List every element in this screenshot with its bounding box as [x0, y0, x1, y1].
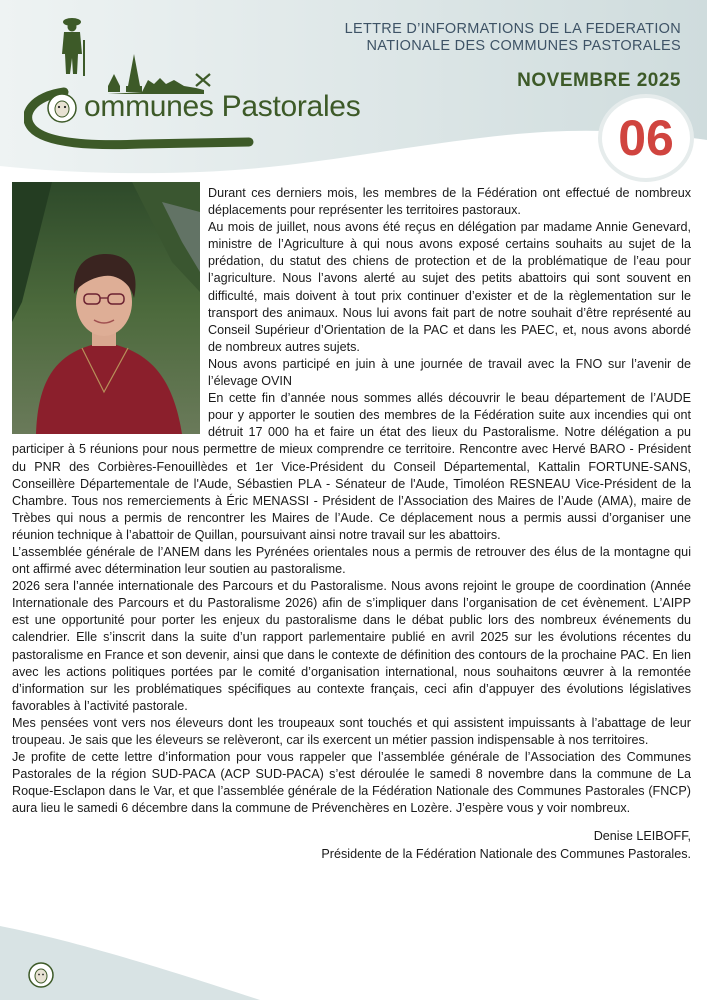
paragraph: Mes pensées vont vers nos éleveurs dont les troupeaux sont touchés et qui assistent impuissants à l’abattage de leur troupeau. Je sais que les éleveurs se relèveront, car ils exercent un métier passion indispensable à nos territoires.	[12, 715, 691, 747]
paragraph: En cette fin d’année nous sommes allés découvrir le beau département de l’AUDE pour y apporter le soutien des membres de la Fédération suite aux incendies qui ont détruit 17 000 ha et faire un état des lieux du Pastoralisme. Notre délégation a pu participer à 5 réunions pour nous permettre de mieux comprendre ce territoire. Rencontre avec Hervé BARO - Président du PNR des Corbières-Fenouillèdes et 1er Vice-Président du Conseil Départemental, Kattalin FORTUNE-SANS, Conseillère Départementale de l'Aude, Sébastien PLA - Sénateur de l'Aude, Timoléon RESNEAU Vice-Président de la Chambre. Tous nos remerciements à Éric MENASSI - Président de l’Association des Maires de l’Aude (AMA), maire de Trèbes qui nous a permis de rencontrer les Maires de l’Aude. Ce déplacement nous a permis aussi d’organiser une réunion technique à l’abattoir de Quillan, poursuivant ainsi notre travail sur les abattoirs.	[12, 391, 691, 542]
paragraph: 2026 sera l’année internationale des Parcours et du Pastoralisme. Nous avons rejoint le groupe de coordination (Année Internationale des Parcours et du Pastoralisme 2026) afin de s’impliquer dans l’organisation de cet évènement. L’AIPP est une opportunité pour porter les enjeux du pastoralisme dans le débat public lors des nombreux événements du calendrier. Elle s’inscrit dans la suite d’un rapport parlementaire publié en avril 2025 sur les évolutions récentes du pastoralisme en France et son devenir, ainsi que dans le contexte de définition des contours de la prochaine PAC. En lien avec les actions politiques portées par le comité d’organisation international, nous souhaitons œuvrer à la remontée d’information sur les problématiques spécifiques au contexte français, ceci afin d’appuyer des évolutions législatives favorables à l’activité pastorale.	[12, 579, 691, 713]
newsletter-title-line2: NATIONALE DES COMMUNES PASTORALES	[366, 38, 681, 54]
sheep-icon	[28, 962, 54, 988]
paragraph: Au mois de juillet, nous avons été reçus en délégation par madame Annie Genevard, ministre de l’Agriculture à qui nous avons exposé certains souhaits au sujet de la prédation, du statut des chiens de protection et de la problématique de l’eau pour l’agriculture. Nous l’avons alerté au sujet des petits abattoirs qui sont souvent en difficulté, mais doivent à tout prix continuer d’exister et de la règlementation sur le transport des animaux. Nous lui avons fait part de notre souhait d’être représenté au Conseil Supérieur d’Orientation de la PAC et dans les PAEC, et, nous avons abordé de nombreux autres sujets.	[208, 220, 691, 354]
logo-wordmark: ommunes Pastorales	[84, 90, 361, 123]
newsletter-title-line1: LETTRE D’INFORMATIONS DE LA FEDERATION	[344, 21, 681, 37]
signature-title: Présidente de la Fédération Nationale des Communes Pastorales.	[321, 847, 691, 862]
issue-date: NOVEMBRE 2025	[517, 70, 681, 91]
footer-band	[0, 920, 707, 1000]
paragraph: Nous avons participé en juin à une journée de travail avec la FNO sur l’avenir de l’élevage OVIN	[208, 356, 691, 389]
signature-block	[12, 827, 691, 863]
issue-number: 06	[618, 110, 674, 166]
signature-name: Denise LEIBOFF,	[593, 829, 691, 844]
paragraph: Durant ces derniers mois, les membres de la Fédération ont effectué de nombreux déplacements pour représenter les territoires pastoraux.	[208, 186, 691, 218]
logo-emblem	[24, 14, 254, 160]
photo-space	[12, 185, 208, 436]
article-body	[12, 185, 691, 863]
paragraph: Je profite de cette lettre d’information pour vous rappeler que l’assemblée générale de l’Association des Communes Pastorales de la région SUD-PACA (ACP SUD-PACA) s’est déroulée le samedi 8 novembre dans la commune de La Roque-Esclapon dans le Var, et que l’assemblée générale de la Fédération Nationale des Communes Pastorales (FNCP) aura lieu le samedi 6 décembre dans la commune de Prévenchères en Lozère. J’espère vous y voir nombreux.	[12, 750, 691, 816]
paragraph: L’assemblée générale de l’ANEM dans les Pyrénées orientales nous a permis de retrouver des élus de la montagne qui ont affirmé avec détermination leur soutien au pastoralisme.	[12, 544, 691, 577]
